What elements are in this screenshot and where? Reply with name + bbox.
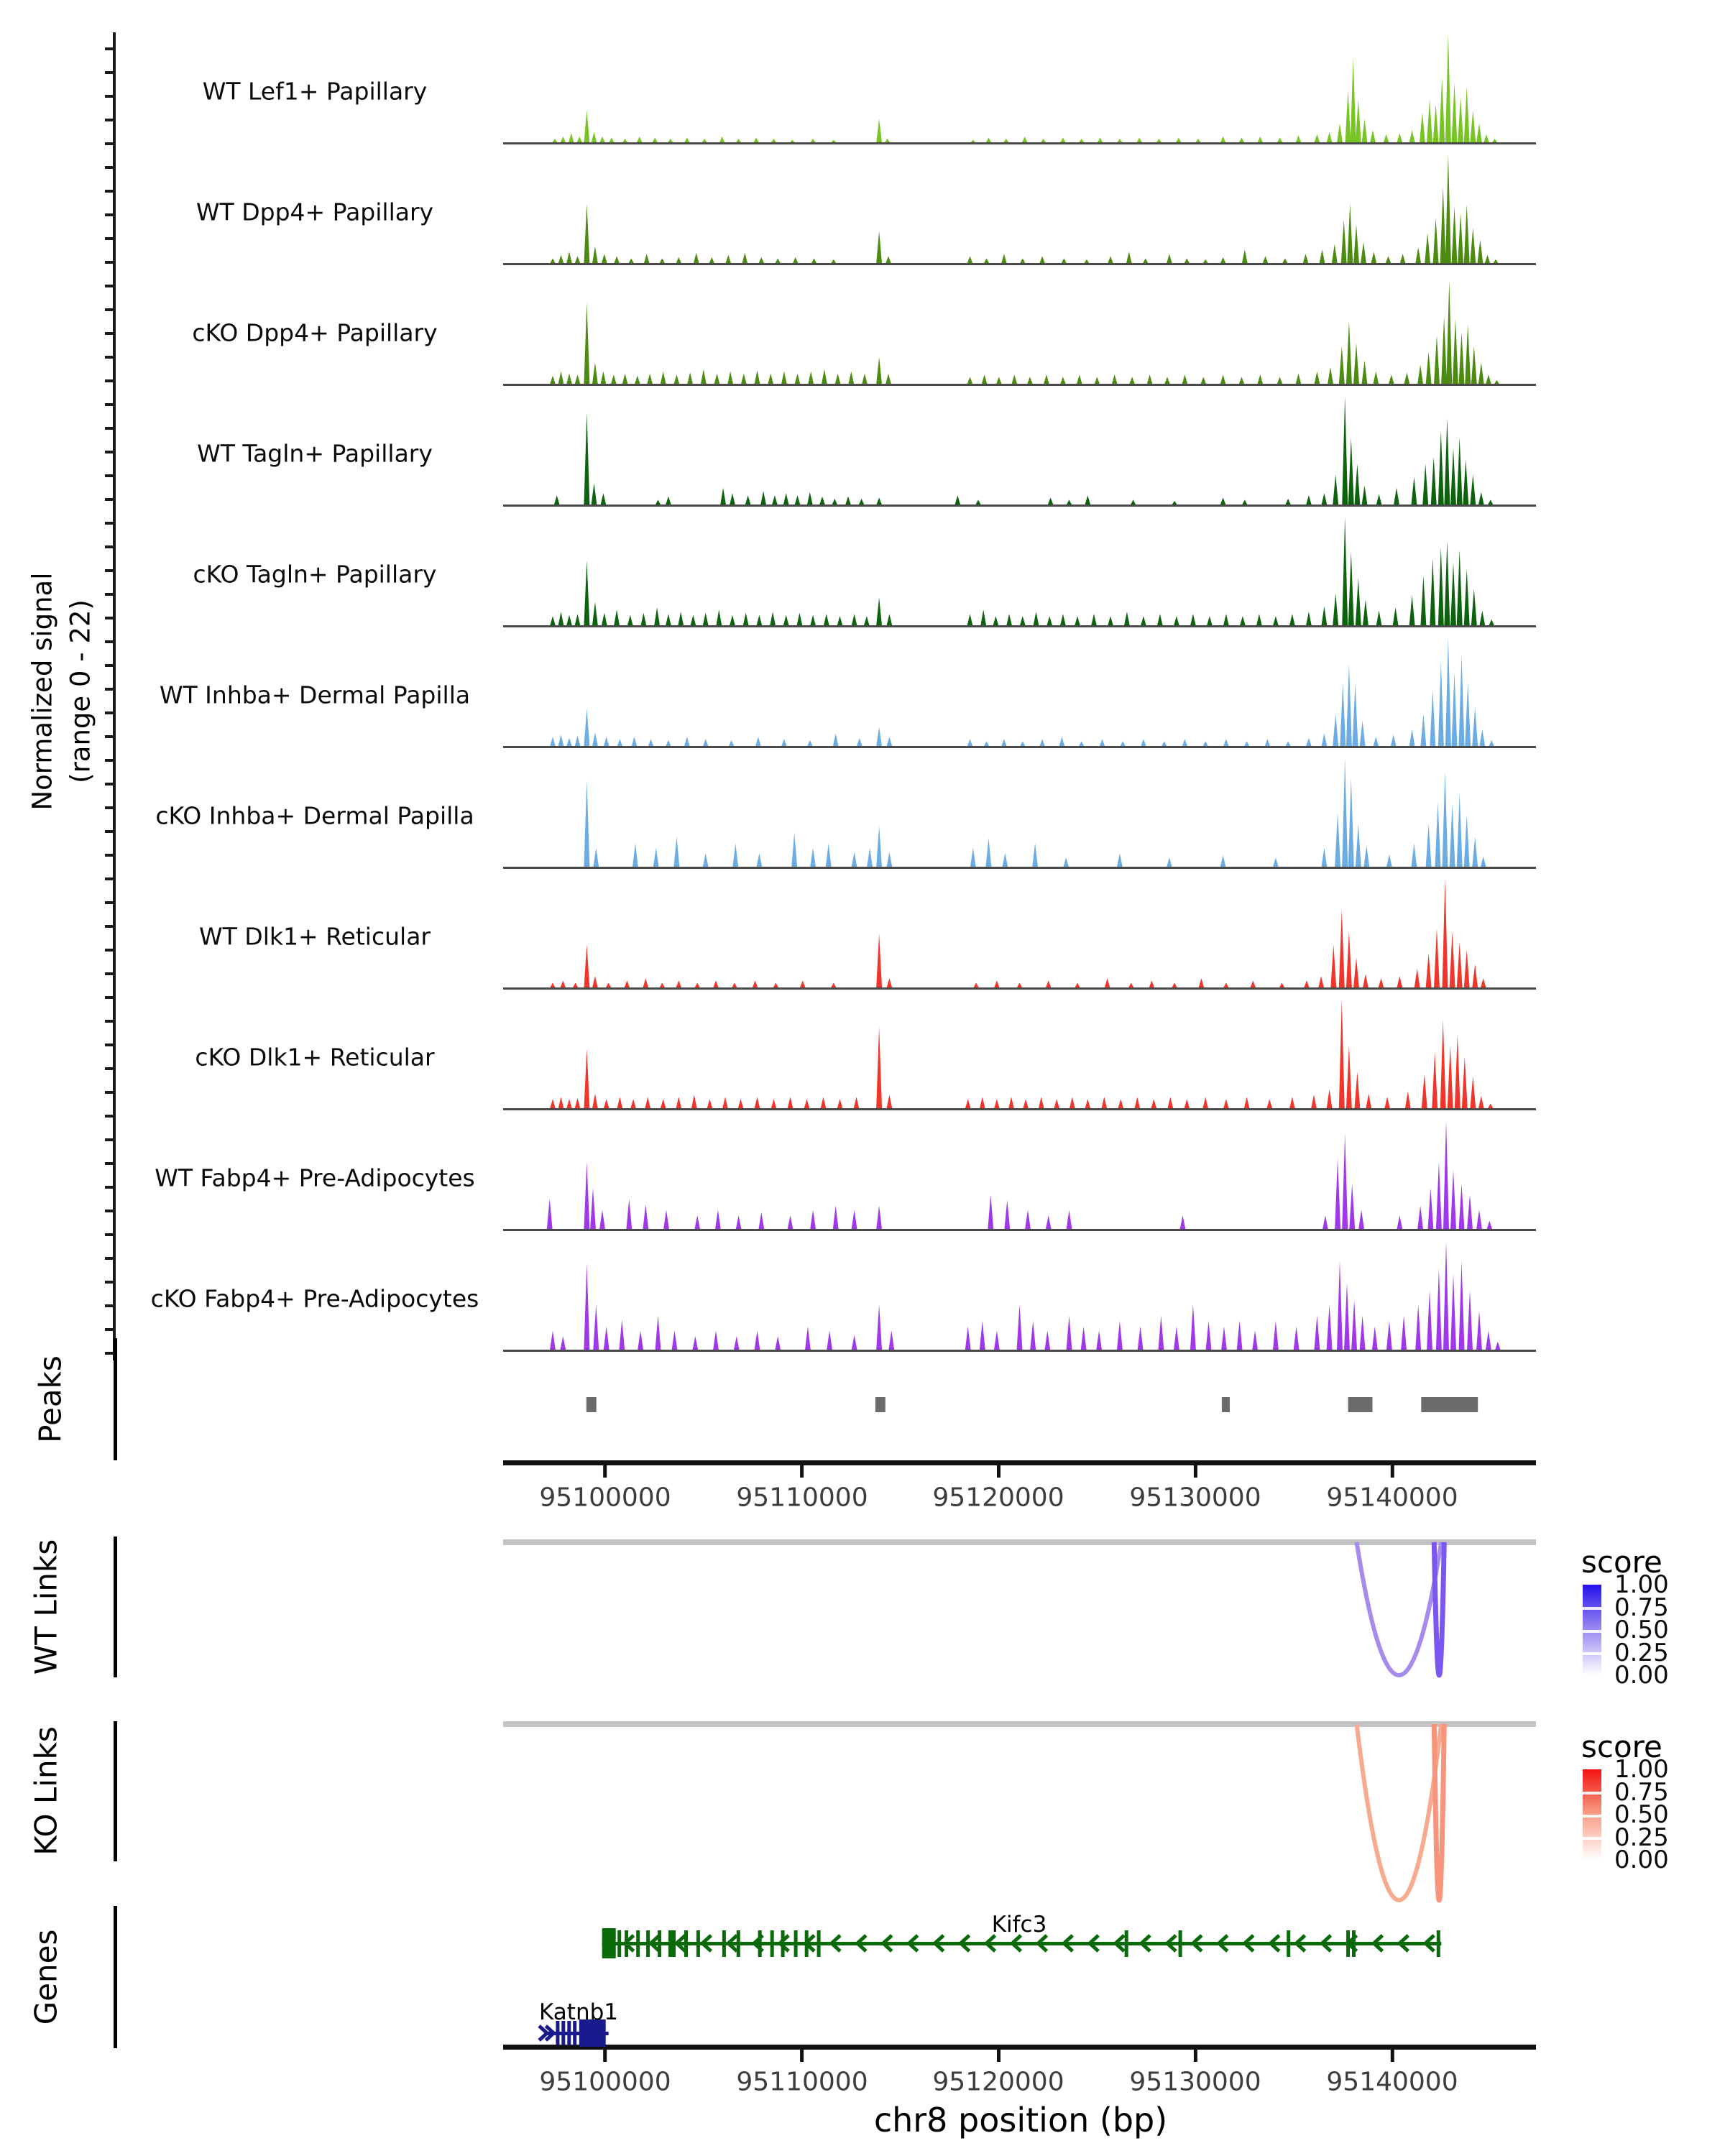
section-label-ko-links: KO Links	[28, 1726, 64, 1856]
legend-value-label: 0.25	[1614, 1639, 1669, 1667]
genomic-axis-tick	[603, 2050, 607, 2062]
signal-axis-tick	[105, 877, 114, 880]
signal-axis-tick	[105, 783, 114, 786]
signal-axis-tick	[105, 95, 114, 98]
signal-axis-tick	[105, 1020, 114, 1023]
signal-axis-tick	[105, 1186, 114, 1189]
genomic-axis-tick-label: 95120000	[932, 1483, 1064, 1513]
legend-value-label: 0.50	[1614, 1616, 1669, 1644]
genomic-axis-tick-label: 95100000	[539, 1483, 671, 1513]
genomic-axis-tick	[1391, 2050, 1394, 2062]
signal-axis-tick	[105, 379, 114, 382]
genomic-axis-tick	[1194, 1465, 1197, 1478]
signal-axis-tick	[105, 1352, 114, 1355]
signal-axis-tick	[105, 972, 114, 975]
gene-exon-kifc3	[770, 1930, 774, 1957]
signal-track-baseline	[503, 505, 1536, 507]
signal-axis-tick	[105, 1328, 114, 1331]
genomic-axis-line	[503, 1460, 1536, 1465]
signal-axis-tick	[105, 427, 114, 430]
signal-axis-tick	[105, 1233, 114, 1236]
signal-track-baseline	[503, 625, 1536, 627]
signal-axis-tick	[105, 996, 114, 999]
signal-track-area	[503, 758, 1536, 867]
signal-axis-tick	[105, 1115, 114, 1118]
gene-utr-block-kifc3	[602, 1928, 616, 1958]
signal-axis-tick	[105, 617, 114, 619]
track-label: WT Dpp4+ Papillary	[196, 198, 434, 226]
signal-axis-tick	[105, 308, 114, 311]
track-label: cKO Tagln+ Papillary	[193, 560, 437, 589]
gene-exon-kifc3	[1179, 1930, 1182, 1957]
genomic-axis-line	[503, 2045, 1536, 2050]
signal-axis-tick	[105, 711, 114, 714]
signal-axis-tick	[105, 688, 114, 691]
wt-links-legend-title: score	[1581, 1544, 1662, 1580]
genomic-axis-tick-label: 95130000	[1129, 1483, 1261, 1513]
genomic-axis-tick	[800, 1465, 804, 1478]
signal-axis-tick	[105, 237, 114, 240]
gene-exon-kifc3	[684, 1930, 688, 1957]
genomic-axis-tick	[997, 1465, 1000, 1478]
gene-exon-kifc3	[1125, 1930, 1128, 1957]
signal-axis-tick	[105, 522, 114, 525]
track-label: WT Lef1+ Papillary	[202, 77, 428, 106]
genomic-axis-tick	[1194, 2050, 1197, 2062]
signal-axis-tick	[105, 925, 114, 928]
signal-track-area	[503, 1241, 1536, 1350]
signal-track-baseline	[503, 142, 1536, 144]
genomic-axis-tick-label: 95120000	[932, 2067, 1064, 2097]
signal-axis-tick	[105, 569, 114, 572]
genomic-axis-tick-label: 95100000	[539, 2067, 671, 2097]
y-axis-label-line1: Normalized signal	[27, 572, 58, 811]
signal-track-baseline	[503, 1229, 1536, 1231]
legend-value-label: 0.50	[1614, 1800, 1669, 1829]
gene-exon-kifc3	[737, 1930, 740, 1957]
signal-axis-tick	[105, 47, 114, 50]
signal-axis-tick	[105, 1162, 114, 1165]
section-bar-wt-links	[114, 1537, 117, 1677]
signal-axis-tick	[105, 119, 114, 121]
track-label: WT Tagln+ Papillary	[197, 439, 433, 468]
signal-track-area	[503, 281, 1536, 384]
legend-gradient-tick	[1583, 1792, 1601, 1795]
legend-value-label: 0.75	[1614, 1778, 1669, 1807]
section-label-genes: Genes	[28, 1929, 64, 2025]
track-label: cKO Dpp4+ Papillary	[192, 318, 438, 347]
links-panel-topline	[503, 1539, 1536, 1545]
section-bar-ko-links	[114, 1721, 117, 1861]
track-label: cKO Fabp4+ Pre-Adipocytes	[150, 1284, 479, 1313]
genomic-axis-tick	[800, 2050, 804, 2062]
legend-value-label: 0.75	[1614, 1593, 1669, 1622]
signal-axis-tick	[105, 451, 114, 453]
ko-links-legend-gradient	[1583, 1769, 1601, 1860]
genomic-axis-tick	[603, 1465, 607, 1478]
signal-axis-tick	[105, 640, 114, 643]
signal-axis-tick	[105, 1257, 114, 1260]
signal-axis-tick	[105, 1067, 114, 1070]
signal-axis-tick	[105, 1138, 114, 1141]
gene-exon-kifc3	[817, 1930, 821, 1957]
gene-label-kifc3: Kifc3	[991, 1912, 1047, 1938]
signal-axis-tick	[105, 664, 114, 667]
gene-exon-kifc3	[1287, 1930, 1290, 1957]
signal-axis-tick	[105, 1281, 114, 1284]
signal-axis-tick	[105, 854, 114, 857]
signal-axis-tick	[105, 474, 114, 477]
signal-axis-tick	[105, 213, 114, 216]
signal-axis-tick	[105, 545, 114, 548]
peak-interval	[875, 1397, 886, 1412]
gene-exon-kifc3	[696, 1930, 700, 1957]
gene-label-katnb1: Katnb1	[539, 1999, 618, 2025]
genomic-axis-tick-label: 95140000	[1326, 1483, 1458, 1513]
signal-track-baseline	[503, 263, 1536, 265]
track-label: WT Fabp4+ Pre-Adipocytes	[155, 1164, 475, 1192]
signal-axis-tick	[105, 166, 114, 169]
signal-axis-tick	[105, 1304, 114, 1307]
signal-track-baseline	[503, 746, 1536, 748]
signal-axis-tick	[105, 403, 114, 406]
track-label: cKO Dlk1+ Reticular	[195, 1043, 435, 1072]
signal-axis-tick	[105, 806, 114, 809]
signal-axis-tick	[105, 332, 114, 335]
signal-track-baseline	[503, 987, 1536, 990]
gene-exon-kifc3	[758, 1930, 762, 1957]
x-axis-title: chr8 position (bp)	[873, 2101, 1168, 2139]
signal-axis-tick	[105, 190, 114, 193]
genomic-axis-tick-label: 95140000	[1326, 2067, 1458, 2097]
legend-value-label: 1.00	[1614, 1755, 1669, 1784]
signal-axis-tick	[105, 901, 114, 904]
signal-axis-tick	[105, 593, 114, 596]
ko-links-legend-title: score	[1581, 1729, 1662, 1764]
links-panel-topline	[503, 1721, 1536, 1727]
gene-exon-kifc3	[1352, 1930, 1356, 1957]
genomic-axis-tick-label: 95110000	[736, 2067, 868, 2097]
signal-axis-tick	[105, 1210, 114, 1212]
legend-gradient-tick	[1583, 1837, 1601, 1840]
signal-track-area	[503, 155, 1536, 264]
signal-track-baseline	[503, 867, 1536, 869]
legend-gradient-tick	[1583, 1652, 1601, 1655]
signal-axis-tick	[105, 498, 114, 501]
signal-axis-tick	[105, 759, 114, 762]
signal-axis-tick	[105, 1044, 114, 1046]
track-label: cKO Inhba+ Dermal Papilla	[155, 801, 474, 830]
signal-track-baseline	[503, 1350, 1536, 1352]
peak-interval	[1421, 1397, 1478, 1412]
legend-value-label: 0.00	[1614, 1661, 1669, 1690]
section-label-peaks: Peaks	[32, 1355, 68, 1443]
gene-exon-kifc3	[794, 1930, 798, 1957]
wt-links-legend-gradient	[1583, 1585, 1601, 1675]
genomic-axis-tick	[1391, 1465, 1394, 1478]
y-axis-label-line2: (range 0 - 22)	[65, 599, 96, 783]
signal-axis-tick	[105, 71, 114, 74]
signal-axis-tick	[105, 261, 114, 264]
gene-exon-kifc3	[722, 1930, 726, 1957]
signal-axis-tick	[105, 949, 114, 952]
signal-track-area	[503, 396, 1536, 505]
signal-track-area	[503, 517, 1536, 626]
peak-interval	[1348, 1397, 1373, 1412]
peak-interval	[1222, 1397, 1230, 1412]
signal-axis-spine	[113, 32, 116, 1360]
section-bar-peaks	[114, 1338, 117, 1460]
genomic-axis-tick-label: 95130000	[1129, 2067, 1261, 2097]
legend-value-label: 0.00	[1614, 1846, 1669, 1874]
gene-exon-kifc3	[617, 1930, 621, 1957]
signal-track-area	[503, 879, 1536, 988]
section-label-wt-links: WT Links	[28, 1539, 64, 1675]
genomic-axis-tick-label: 95110000	[736, 1483, 868, 1513]
signal-axis-tick	[105, 356, 114, 359]
track-label: WT Dlk1+ Reticular	[199, 922, 431, 951]
track-label: WT Inhba+ Dermal Papilla	[159, 681, 471, 709]
peak-interval	[586, 1397, 597, 1412]
legend-gradient-tick	[1583, 1815, 1601, 1818]
gene-exon-kifc3	[636, 1930, 640, 1957]
gene-exon-kifc3	[668, 1930, 672, 1957]
signal-axis-tick	[105, 1091, 114, 1094]
signal-axis-tick	[105, 735, 114, 738]
signal-axis-tick	[105, 142, 114, 145]
link-arc	[1357, 1724, 1442, 1900]
signal-track-baseline	[503, 384, 1536, 386]
genomic-axis-tick	[997, 2050, 1000, 2062]
link-arc	[1357, 1542, 1442, 1675]
signal-track-area	[503, 637, 1536, 747]
legend-gradient-tick	[1583, 1630, 1601, 1633]
signal-track-area	[503, 1000, 1536, 1109]
legend-gradient-tick	[1583, 1607, 1601, 1610]
legend-value-label: 0.25	[1614, 1823, 1669, 1852]
signal-axis-tick	[105, 285, 114, 287]
gene-exon-kifc3	[1437, 1930, 1440, 1957]
signal-track-area	[503, 34, 1536, 143]
section-bar-genes	[114, 1906, 117, 2048]
legend-value-label: 1.00	[1614, 1570, 1669, 1599]
signal-track-area	[503, 1120, 1536, 1230]
signal-axis-tick	[105, 830, 114, 833]
signal-track-baseline	[503, 1108, 1536, 1110]
